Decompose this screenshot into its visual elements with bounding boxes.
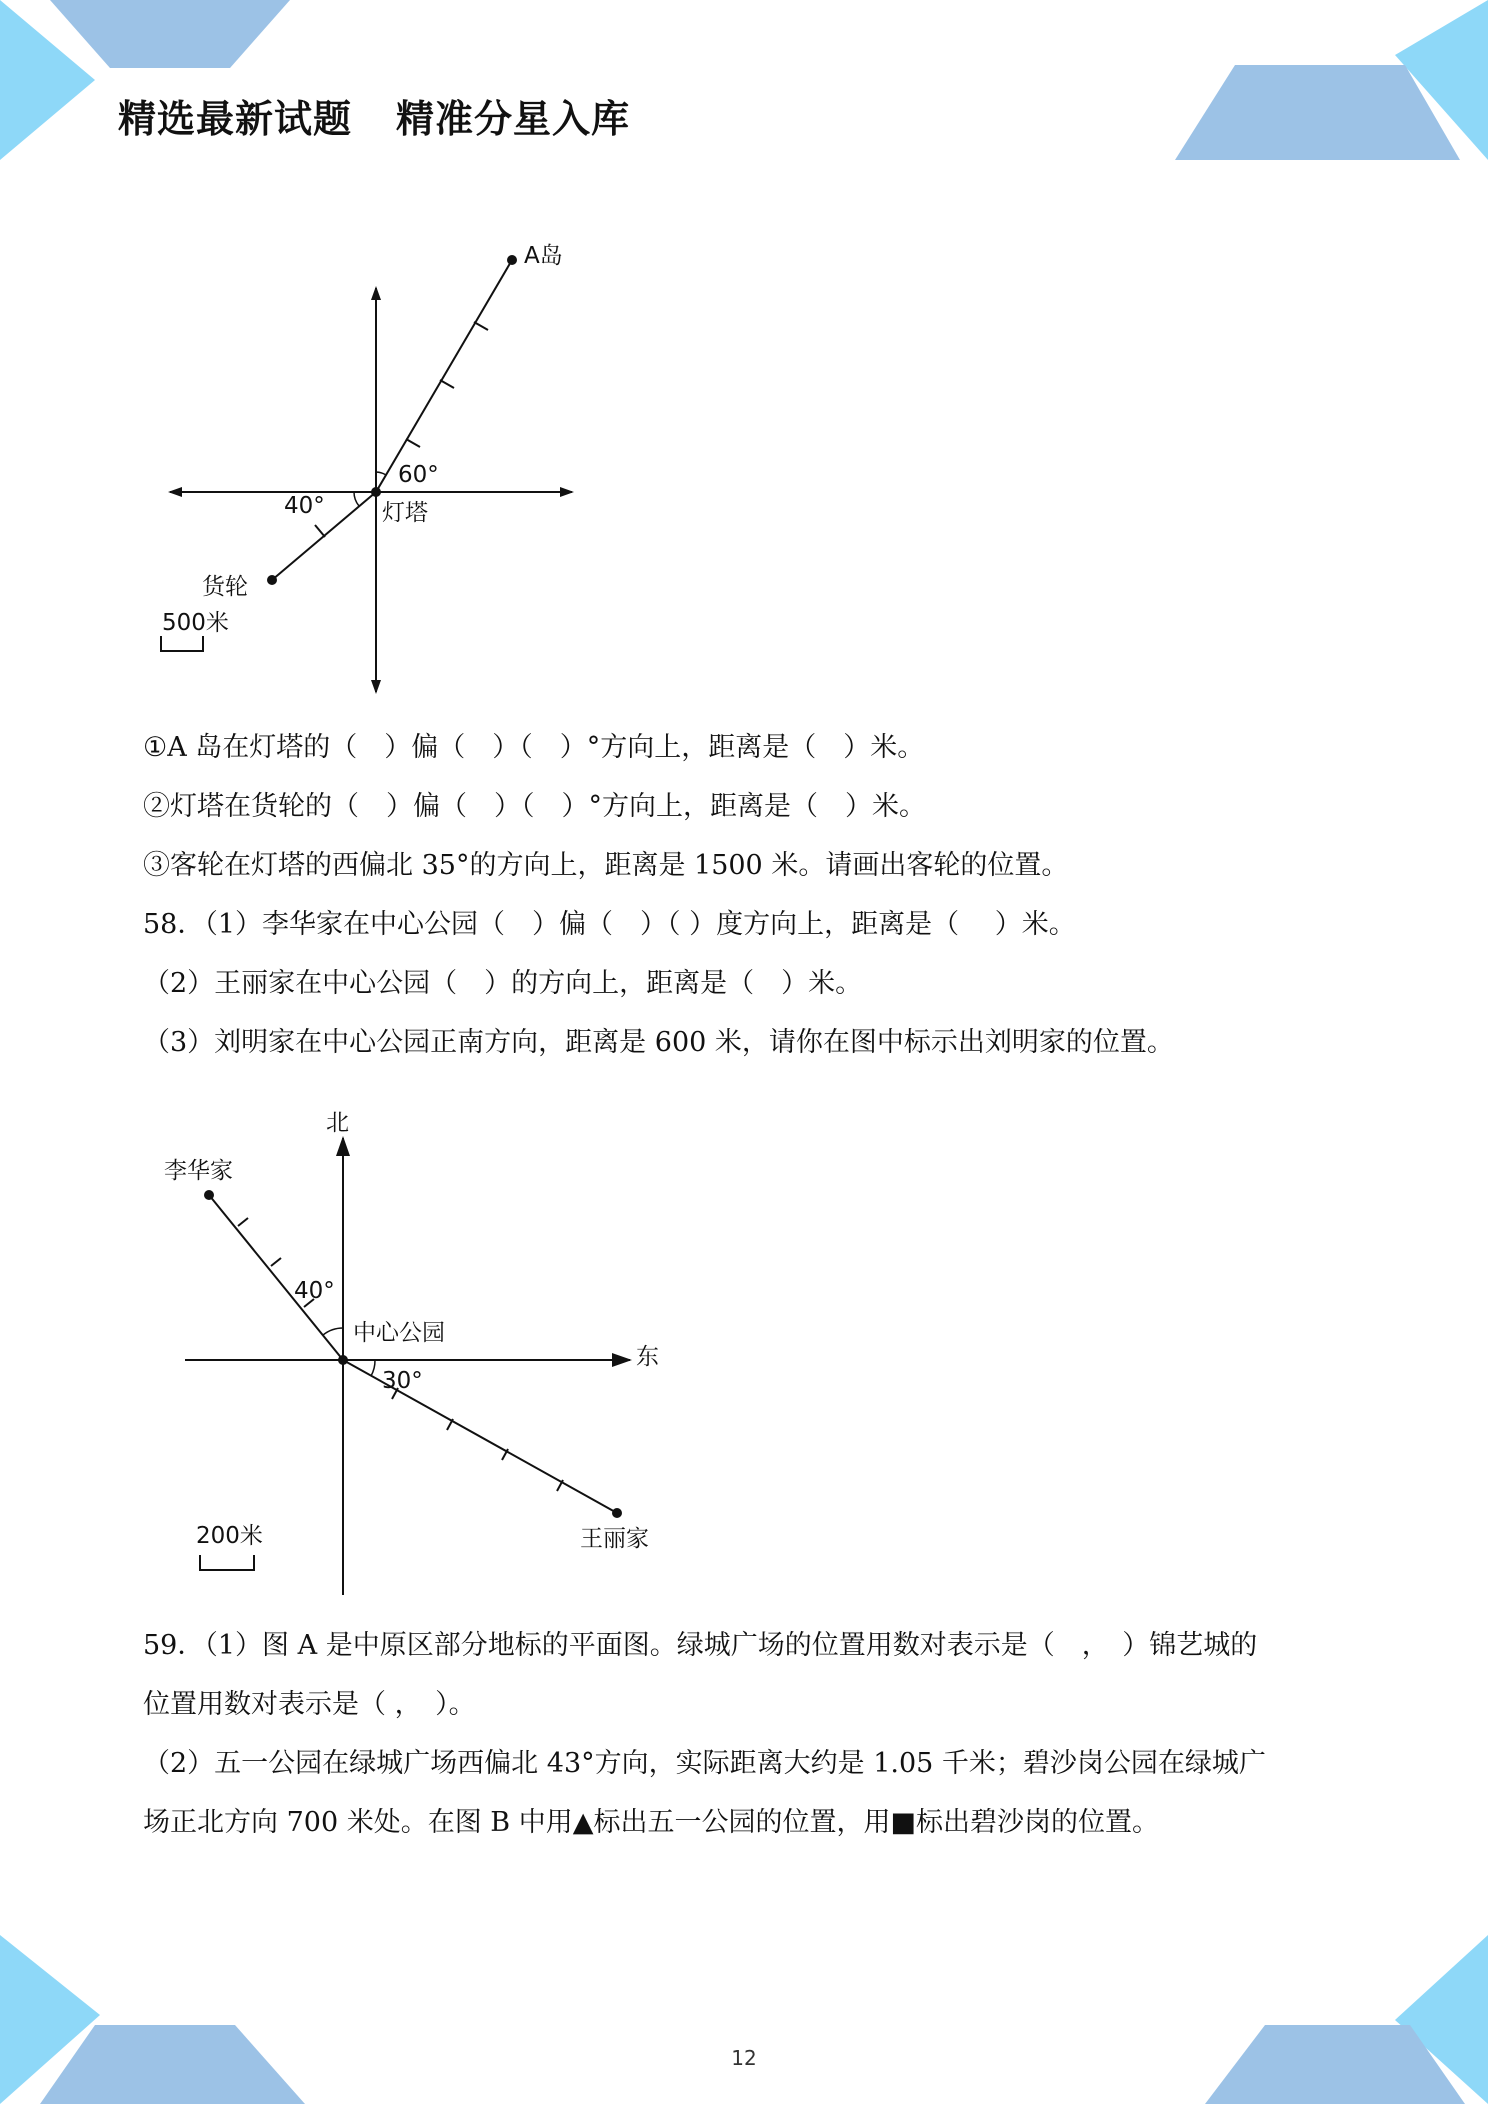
park-point (338, 1355, 348, 1365)
label-north: 北 (326, 1110, 349, 1136)
tick (238, 1218, 248, 1226)
tick (440, 380, 454, 388)
question-59-part2-line1: （2）五一公园在绿城广场西偏北 43°方向，实际距离大约是 1.05 千米；碧沙岗公园在绿城广 (143, 1748, 1266, 1779)
scale-bar (161, 636, 203, 651)
tick (315, 525, 325, 537)
wangli-home-point (612, 1508, 622, 1518)
question-1-b: ②灯塔在货轮的（ ）偏（ ）（ ）°方向上，距离是（ ）米。 (143, 791, 926, 822)
cargo-ship-point (267, 575, 277, 585)
question-58-part1: 58．（1）李华家在中心公园（ ）偏（ ）（ ）度方向上，距离是（ ）米。 (143, 909, 1076, 940)
figure-lighthouse-diagram (140, 230, 600, 700)
lihua-home-point (204, 1190, 214, 1200)
angle-label-sw: 40° (284, 493, 325, 519)
scale-label: 500米 (162, 610, 229, 636)
question-1-a: ①A 岛在灯塔的（ ）偏（ ）（ ）°方向上，距离是（ ）米。 (143, 732, 925, 763)
header-title-part1: 精选最新试题 (118, 97, 353, 141)
angle-arc-sw (354, 492, 359, 506)
page-header-title (118, 88, 630, 143)
tick (474, 322, 488, 330)
angle-arc-ne (376, 472, 386, 475)
header-title-part2: 精准分星入库 (396, 97, 631, 141)
question-59-part1-line2: 位置用数对表示是（ ， ）。 (143, 1689, 476, 1720)
question-58-part2: （2）王丽家在中心公园（ ）的方向上，距离是（ ）米。 (143, 968, 863, 999)
label-lighthouse: 灯塔 (382, 500, 428, 526)
label-island: A岛 (524, 243, 563, 269)
angle-label-ne: 60° (398, 462, 439, 488)
tick (406, 439, 420, 447)
question-58-part3: （3）刘明家在中心公园正南方向，距离是 600 米，请你在图中标示出刘明家的位置。 (143, 1027, 1174, 1058)
page-number: 12 (731, 2046, 757, 2070)
question-1-c: ③客轮在灯塔的西偏北 35°的方向上，距离是 1500 米。请画出客轮的位置。 (143, 850, 1069, 881)
tick (271, 1258, 281, 1266)
question-59-part1-line1: 59．（1）图 A 是中原区部分地标的平面图。绿城广场的位置用数对表示是（ ， ）锦艺城的 (143, 1630, 1258, 1661)
label-wangli-home: 王丽家 (580, 1526, 649, 1552)
angle-arc-nw (323, 1328, 343, 1335)
angle-label-nw: 40° (294, 1278, 335, 1304)
label-central-park: 中心公园 (353, 1320, 445, 1346)
top-left-band (50, 0, 290, 68)
label-lihua-home: 李华家 (164, 1158, 233, 1184)
scale-label: 200米 (196, 1523, 263, 1549)
lighthouse-point (371, 487, 381, 497)
island-point (507, 255, 517, 265)
figure-park-diagram (160, 1100, 680, 1600)
scale-bar (200, 1555, 254, 1570)
label-cargo-ship: 货轮 (202, 574, 248, 600)
line-to-island (376, 260, 512, 492)
label-east: 东 (636, 1344, 659, 1370)
angle-label-se: 30° (382, 1368, 423, 1394)
question-59-part2-line2: 场正北方向 700 米处。在图 B 中用▲标出五一公园的位置，用■标出碧沙岗的位置。 (143, 1807, 1159, 1838)
angle-arc-se (371, 1360, 375, 1376)
